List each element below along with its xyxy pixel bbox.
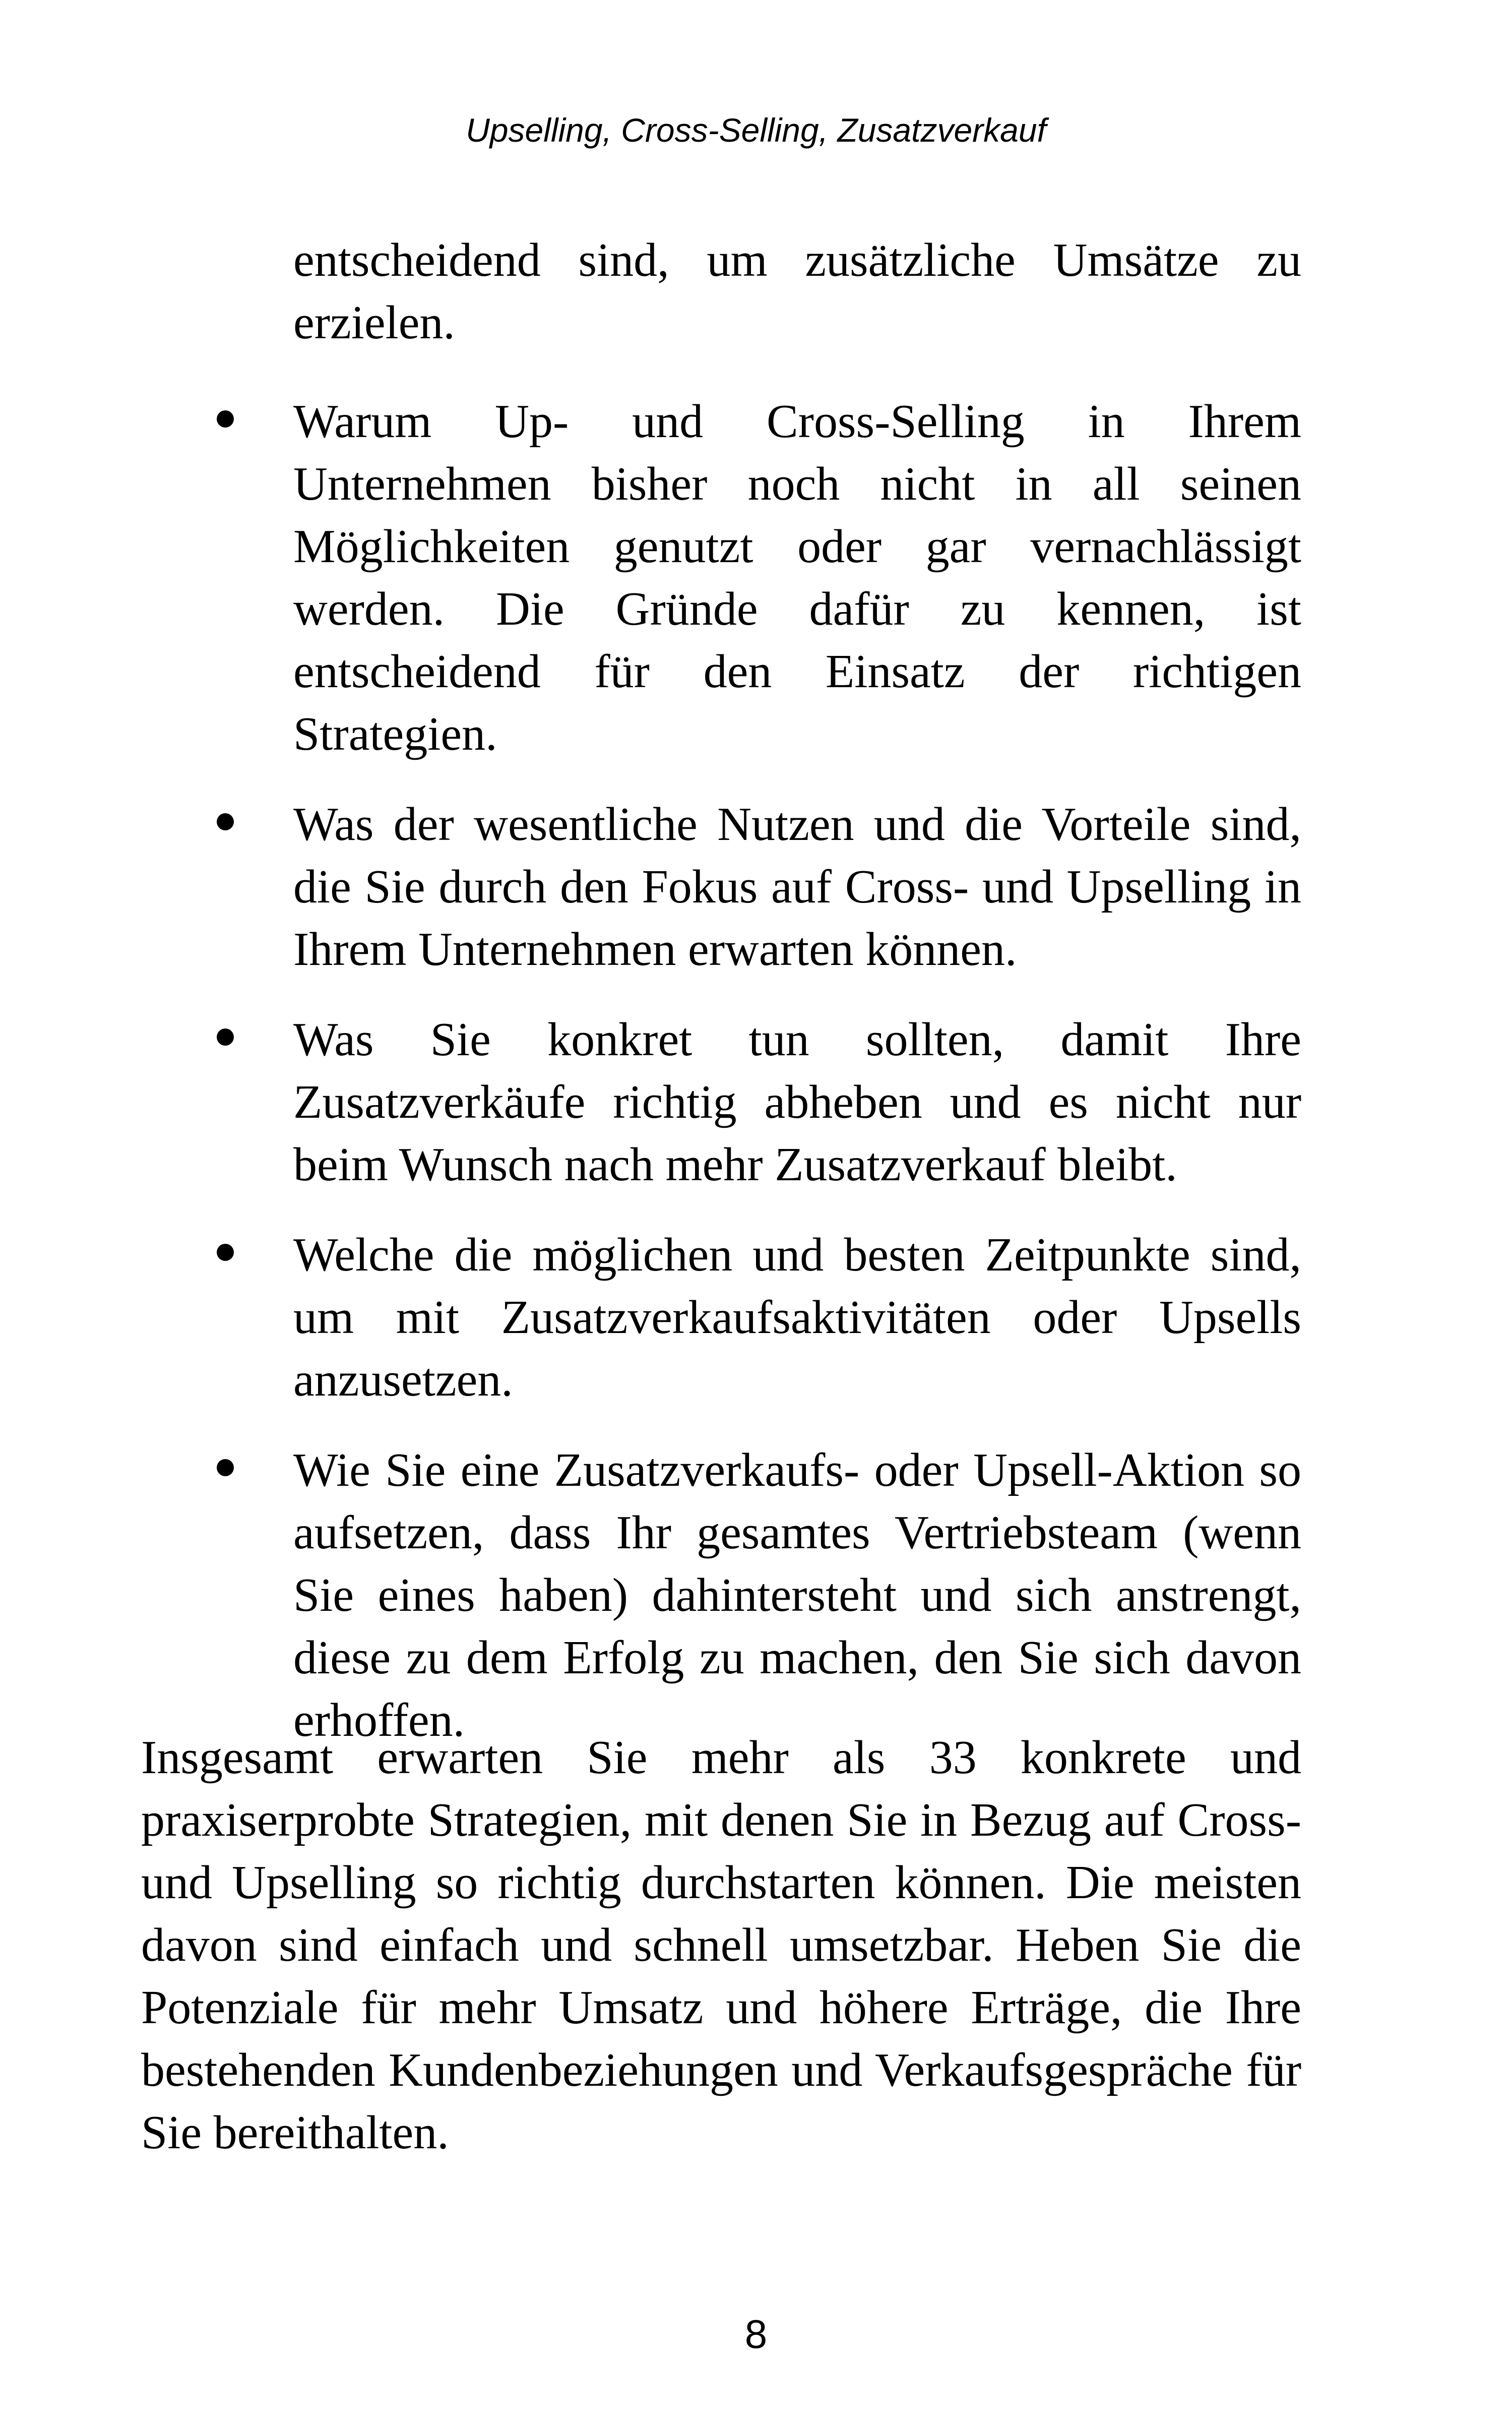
bullet-icon [217, 1028, 234, 1046]
bullet-item [293, 1008, 1301, 1196]
bullet-item [293, 390, 1301, 765]
bullet-text: Wie Sie eine Zusatzverkaufs- oder Upsell-Aktion so aufsetzen, dass Ihr gesamtes Vertriebsteam (wenn Sie eines haben) dahintersteht und sich anstrengt, diese zu dem Erfolg zu machen, den Sie sich davon erhoffen. [293, 1444, 1301, 1746]
bullet-item [293, 1439, 1301, 1751]
bullet-icon [217, 813, 234, 830]
page-number: 8 [744, 2312, 768, 2356]
bullet-item [293, 1224, 1301, 1411]
summary-paragraph: Insgesamt erwarten Sie mehr als 33 konkrete und praxiserprobte Strategien, mit denen Sie in Bezug auf Cross- und Upselling so richtig durchstarten können. Die meisten davon sind einfach und schnell umsetzbar. Heben Sie die Potenziale für mehr Umsatz und höhere Erträge, die Ihre bestehenden Kundenbeziehungen und Verkaufsgespräche für Sie bereithalten. [141, 1731, 1301, 2159]
bullet-text: Welche die möglichen und besten Zeitpunkte sind, um mit Zusatzverkaufsaktivitäten oder Upsells anzusetzen. [293, 1229, 1301, 1406]
running-header: Upselling, Cross-Selling, Zusatzverkauf [466, 111, 1046, 149]
bullet-text: Was der wesentliche Nutzen und die Vorteile sind, die Sie durch den Fokus auf Cross- und Upselling in Ihrem Unternehmen erwarten können. [293, 798, 1301, 976]
continuation-paragraph: entscheidend sind, um zusätzliche Umsätze zu erzielen. [293, 234, 1301, 349]
bullet-icon [217, 1459, 234, 1476]
bullet-icon [217, 410, 234, 428]
bullet-text: Was Sie konkret tun sollten, damit Ihre Zusatzverkäufe richtig abheben und es nicht nur beim Wunsch nach mehr Zusatzverkauf bleibt. [293, 1013, 1301, 1191]
bullet-text: Warum Up- und Cross-Selling in Ihrem Unternehmen bisher noch nicht in all seinen Möglichkeiten genutzt oder gar vernachlässigt werden. Die Gründe dafür zu kennen, ist entscheidend für den Einsatz der richtigen Strategien. [293, 395, 1301, 760]
bullet-item [293, 793, 1301, 981]
bullet-icon [217, 1244, 234, 1261]
bullet-list [293, 390, 1301, 1751]
